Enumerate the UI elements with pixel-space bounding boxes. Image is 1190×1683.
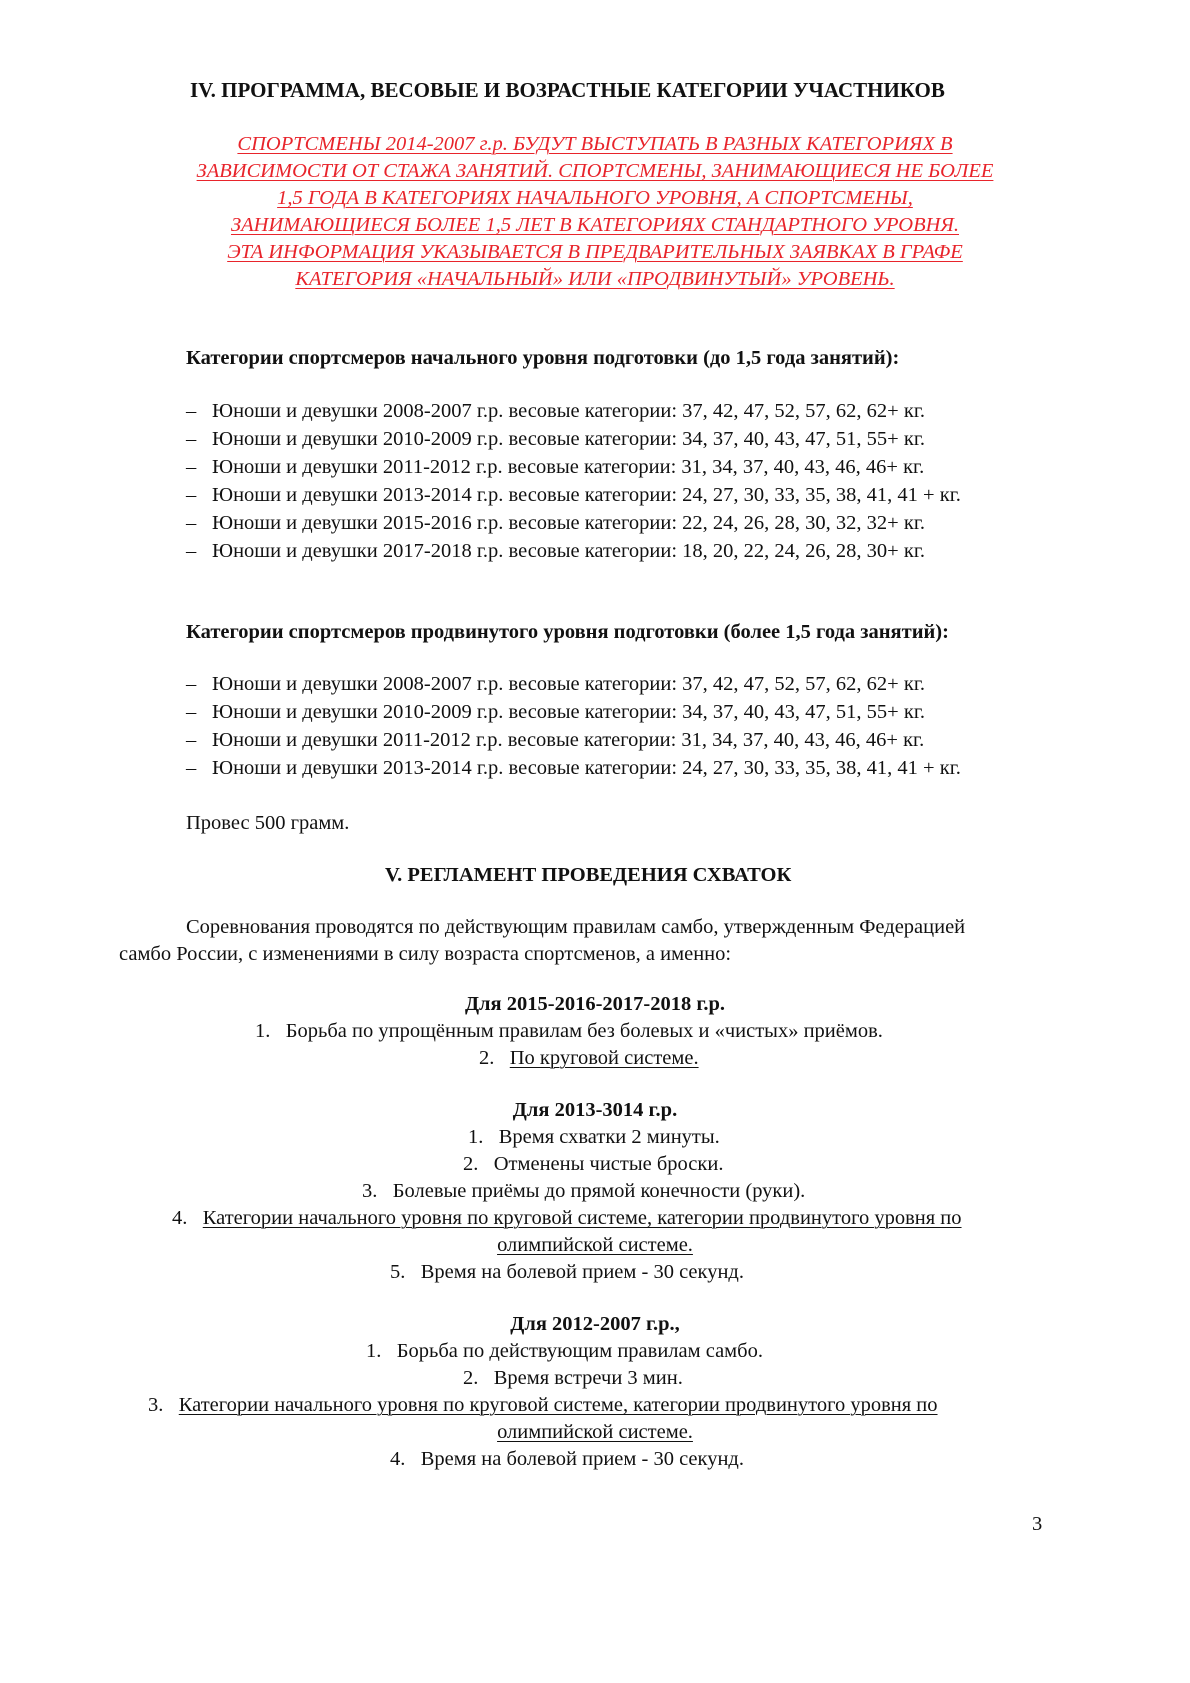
numbered-item	[390, 1262, 744, 1283]
list-item	[186, 702, 925, 723]
list-item	[186, 541, 925, 562]
dash-marker: –	[186, 757, 197, 779]
list-item	[186, 485, 961, 506]
notice-line: ЗАВИСИМОСТИ ОТ СТАЖА ЗАНЯТИЙ. СПОРТСМЕНЫ, ЗАНИМАЮЩИЕСЯ НЕ БОЛЕЕ	[196, 160, 994, 182]
list-item-text: Юноши и девушки 2008-2007 г.р. весовые категории: 37, 42, 47, 52, 57, 62, 62+ кг.	[212, 400, 926, 422]
numbered-item-text: Время встречи 3 мин.	[493, 1367, 683, 1389]
weigh-note: Провес 500 грамм.	[186, 812, 350, 834]
numbered-item	[479, 1048, 699, 1069]
notice-line: СПОРТСМЕНЫ 2014-2007 г.р. БУДУТ ВЫСТУПАТЬ В РАЗНЫХ КАТЕГОРИЯХ В	[237, 133, 953, 155]
number-marker: 2.	[463, 1153, 479, 1175]
numbered-item-text: Категории начального уровня по круговой системе, категории продвинутого уровня по	[178, 1394, 938, 1416]
dash-marker: –	[186, 456, 197, 478]
numbered-item	[463, 1368, 683, 1389]
numbered-item	[172, 1208, 962, 1229]
numbered-item-text: Категории начального уровня по круговой системе, категории продвинутого уровня по	[202, 1207, 962, 1229]
dash-marker: –	[186, 729, 197, 751]
number-marker: 4.	[172, 1207, 188, 1229]
advanced-heading: Категории спортсмеров продвинутого уровня подготовки (более 1,5 года занятий):	[186, 621, 949, 643]
list-item-text: Юноши и девушки 2010-2009 г.р. весовые категории: 34, 37, 40, 43, 47, 51, 55+ кг.	[212, 428, 926, 450]
numbered-item	[463, 1154, 723, 1175]
beginner-heading: Категории спортсмеров начального уровня подготовки (до 1,5 года занятий):	[186, 347, 900, 369]
number-marker: 1.	[255, 1020, 271, 1042]
number-marker: 1.	[468, 1126, 484, 1148]
numbered-item	[362, 1181, 805, 1202]
group-heading: Для 2013-3014 г.р.	[512, 1099, 678, 1121]
group-heading: Для 2015-2016-2017-2018 г.р.	[464, 993, 726, 1015]
numbered-item-text: Время схватки 2 минуты.	[498, 1126, 720, 1148]
notice-line: 1,5 ГОДА В КАТЕГОРИЯХ НАЧАЛЬНОГО УРОВНЯ, А СПОРТСМЕНЫ,	[277, 187, 913, 209]
intro-line: самбо России, с изменениями в силу возраста спортсменов, а именно:	[119, 943, 732, 965]
number-marker: 3.	[148, 1394, 164, 1416]
numbered-item-text: По круговой системе.	[509, 1047, 699, 1069]
list-item-text: Юноши и девушки 2015-2016 г.р. весовые категории: 22, 24, 26, 28, 30, 32, 32+ кг.	[212, 512, 926, 534]
notice-line: КАТЕГОРИЯ «НАЧАЛЬНЫЙ» ИЛИ «ПРОДВИНУТЫЙ» УРОВЕНЬ.	[295, 268, 895, 290]
dash-marker: –	[186, 484, 197, 506]
number-marker: 5.	[390, 1261, 406, 1283]
numbered-item-continuation: олимпийской системе.	[497, 1421, 693, 1443]
list-item-text: Юноши и девушки 2013-2014 г.р. весовые категории: 24, 27, 30, 33, 35, 38, 41, 41 + кг.	[212, 757, 961, 779]
section-5-title: V. РЕГЛАМЕНТ ПРОВЕДЕНИЯ СХВАТОК	[385, 864, 792, 886]
list-item-text: Юноши и девушки 2010-2009 г.р. весовые категории: 34, 37, 40, 43, 47, 51, 55+ кг.	[212, 701, 926, 723]
intro-line: Соревнования проводятся по действующим правилам самбо, утвержденным Федерацией	[186, 916, 966, 938]
list-item	[186, 429, 925, 450]
list-item	[186, 457, 924, 478]
list-item-text: Юноши и девушки 2013-2014 г.р. весовые категории: 24, 27, 30, 33, 35, 38, 41, 41 + кг.	[212, 484, 961, 506]
list-item	[186, 401, 925, 422]
list-item-text: Юноши и девушки 2017-2018 г.р. весовые категории: 18, 20, 22, 24, 26, 28, 30+ кг.	[212, 540, 926, 562]
dash-marker: –	[186, 540, 197, 562]
group-heading: Для 2012-2007 г.р.,	[510, 1313, 680, 1335]
dash-marker: –	[186, 673, 197, 695]
list-item	[186, 674, 925, 695]
numbered-item-text: Время на болевой прием - 30 секунд.	[420, 1261, 744, 1283]
number-marker: 1.	[366, 1340, 382, 1362]
dash-marker: –	[186, 512, 197, 534]
list-item-text: Юноши и девушки 2008-2007 г.р. весовые категории: 37, 42, 47, 52, 57, 62, 62+ кг.	[212, 673, 926, 695]
numbered-item	[255, 1021, 883, 1042]
numbered-item	[366, 1341, 763, 1362]
number-marker: 3.	[362, 1180, 378, 1202]
numbered-item-continuation: олимпийской системе.	[497, 1234, 693, 1256]
list-item	[186, 758, 961, 779]
numbered-item	[390, 1449, 744, 1470]
number-marker: 4.	[390, 1448, 406, 1470]
list-item-text: Юноши и девушки 2011-2012 г.р. весовые категории: 31, 34, 37, 40, 43, 46, 46+ кг.	[212, 456, 925, 478]
numbered-item	[148, 1395, 938, 1416]
numbered-item-text: Время на болевой прием - 30 секунд.	[420, 1448, 744, 1470]
notice-line: ЗАНИМАЮЩИЕСЯ БОЛЕЕ 1,5 ЛЕТ В КАТЕГОРИЯХ СТАНДАРТНОГО УРОВНЯ.	[230, 214, 959, 236]
notice-line: ЭТА ИНФОРМАЦИЯ УКАЗЫВАЕТСЯ В ПРЕДВАРИТЕЛЬНЫХ ЗАЯВКАХ В ГРАФЕ	[227, 241, 963, 263]
numbered-item-text: Борьба по упрощённым правилам без болевых и «чистых» приёмов.	[285, 1020, 883, 1042]
numbered-item-text: Борьба по действующим правилам самбо.	[396, 1340, 763, 1362]
dash-marker: –	[186, 701, 197, 723]
numbered-item	[468, 1127, 720, 1148]
list-item-text: Юноши и девушки 2011-2012 г.р. весовые категории: 31, 34, 37, 40, 43, 46, 46+ кг.	[212, 729, 925, 751]
dash-marker: –	[186, 400, 197, 422]
numbered-item-text: Отменены чистые броски.	[493, 1153, 724, 1175]
dash-marker: –	[186, 428, 197, 450]
section-4-title: IV. ПРОГРАММА, ВЕСОВЫЕ И ВОЗРАСТНЫЕ КАТЕГОРИИ УЧАСТНИКОВ	[190, 78, 945, 102]
number-marker: 2.	[479, 1047, 495, 1069]
number-marker: 2.	[463, 1367, 479, 1389]
list-item	[186, 730, 924, 751]
list-item	[186, 513, 925, 534]
numbered-item-text: Болевые приёмы до прямой конечности (руки).	[392, 1180, 806, 1202]
page-number: 3	[1032, 1513, 1043, 1535]
